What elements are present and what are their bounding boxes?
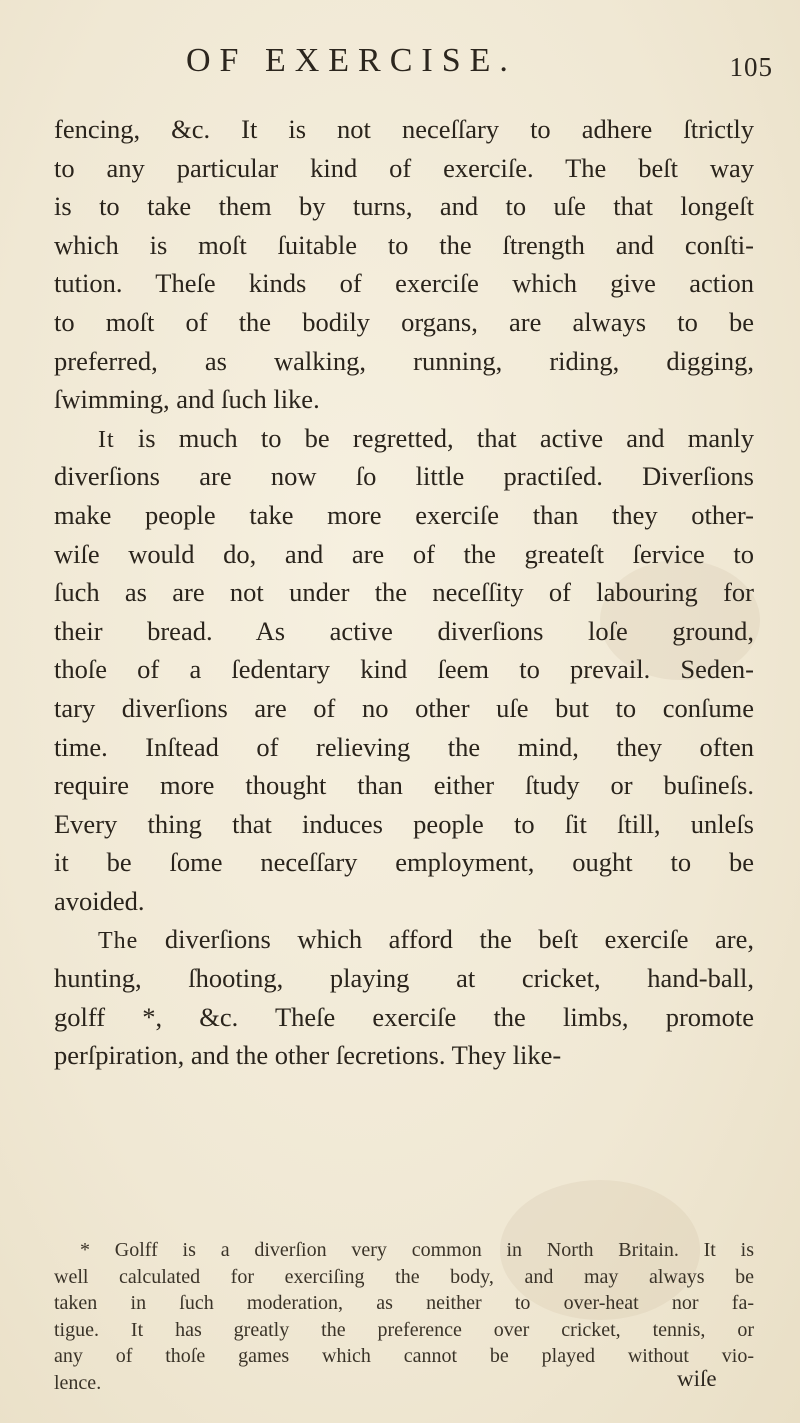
text-line: perſpiration, and the other ſecretions. They like- [54, 1040, 562, 1071]
text-line: to moſt of the bodily organs, are always to be [54, 306, 754, 337]
page-number: 105 [729, 52, 773, 82]
text-line: preferred, as walking, running, riding, digging, [54, 345, 754, 376]
text-line: thoſe of a ſedentary kind ſeem to prevail. Seden- [54, 654, 754, 685]
text-line: is much to be regretted, that active and manly [137, 422, 755, 453]
footnote-line: well calculated for exerciſing the body, and may always be [54, 1265, 754, 1288]
text-line: make people take more exerciſe than they other- [54, 499, 754, 530]
paragraph-start-line [54, 920, 754, 959]
text-line: tary diverſions are of no other uſe but to conſume [54, 692, 754, 723]
text-line: ſwimming, and ſuch like. [54, 384, 320, 415]
text-line: which is moſt ſuitable to the ſtrength and conſti- [54, 229, 754, 260]
running-head [0, 42, 800, 92]
text-line: wiſe would do, and are of the greateſt ſervice to [54, 538, 754, 569]
catchword: wiſe [677, 1366, 717, 1391]
text-line: diverſions are now ſo little practiſed. Diverſions [54, 461, 754, 492]
text-line: avoided. [54, 885, 145, 916]
footnote [54, 1237, 754, 1396]
text-line: hunting, ſhooting, playing at cricket, hand-ball, [54, 963, 754, 994]
text-line: it be ſome neceſſary employment, ought to be [54, 847, 754, 878]
text-line: golff *, &c. Theſe exerciſe the limbs, promote [54, 1001, 754, 1032]
text-line: time. Inſtead of relieving the mind, they often [54, 731, 754, 762]
footnote-line: lence. [54, 1371, 102, 1394]
footnote-line: tigue. It has greatly the preference over cricket, tennis, or [54, 1318, 754, 1341]
text-line: to any particular kind of exerciſe. The beſt way [54, 152, 754, 183]
text-line: fencing, &c. It is not neceſſary to adhere ſtrictly [54, 114, 754, 144]
text-line: is to take them by turns, and to uſe that longeſt [54, 191, 754, 222]
text-line: tution. Theſe kinds of exerciſe which give action [54, 268, 754, 299]
text-line: their bread. As active diverſions loſe ground, [54, 615, 754, 646]
small-caps-lead: It [98, 426, 115, 453]
footnote-line: taken in ſuch moderation, as neither to over-heat nor fa- [54, 1292, 754, 1314]
text-line: Every thing that induces people to ſit ſtill, unleſs [54, 808, 754, 839]
text-line: ſuch as are not under the neceſſity of labouring for [54, 577, 754, 608]
body-text [54, 110, 754, 1075]
footnote-line: * Golff is a diverſion very common in North Britain. It is [80, 1239, 754, 1261]
paragraph-start-line [54, 419, 754, 458]
footnote-line: any of thoſe games which cannot be played without vio- [54, 1345, 754, 1367]
running-head-title: OF EXERCISE. [186, 42, 517, 79]
text-line: diverſions which afford the beſt exerciſe are, [164, 924, 754, 955]
small-caps-lead: The [98, 928, 139, 955]
text-line: require more thought than either ſtudy or buſineſs. [54, 770, 754, 801]
